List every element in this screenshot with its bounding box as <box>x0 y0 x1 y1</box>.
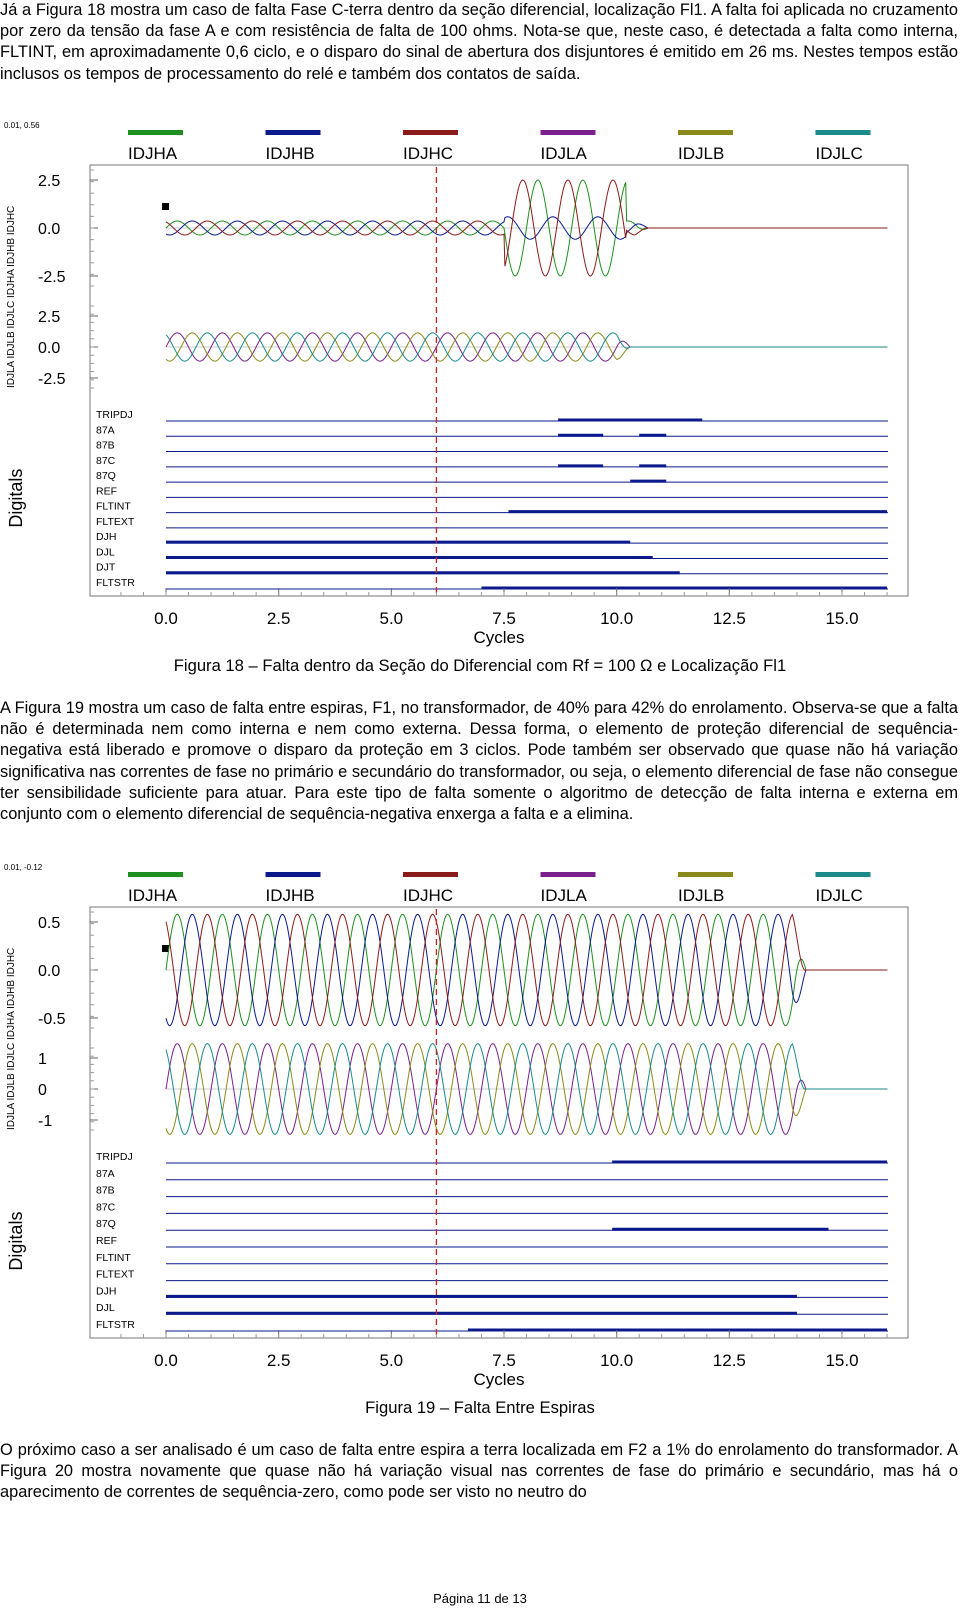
xtick-label: 15.0 <box>825 609 859 628</box>
figure-19-chart <box>0 862 960 1392</box>
legend-swatch-idjlb <box>678 130 733 135</box>
trigger-marker <box>162 945 169 952</box>
low-panel-ytick-label: -1 <box>38 1113 53 1130</box>
figure-19-caption: Figura 19 – Falta Entre Espiras <box>365 1398 595 1417</box>
xtick-label: 7.5 <box>492 609 516 628</box>
digital-label-djt: DJT <box>96 561 116 574</box>
digitals-axis-label: Digitals <box>6 1211 26 1271</box>
legend-label-idjlc: IDJLC <box>815 886 863 905</box>
legend-swatch-idjla <box>541 872 596 877</box>
digital-label-87b: 87B <box>96 1184 115 1197</box>
x-axis-label: Cycles <box>473 628 525 647</box>
legend-label-idjhb: IDJHB <box>265 886 315 905</box>
corner-readout: 0.01, -0.12 <box>4 863 43 872</box>
legend-label-idjla: IDJLA <box>540 144 587 163</box>
digital-label-fltstr: FLTSTR <box>96 577 135 589</box>
xtick-label: 7.5 <box>492 1351 516 1370</box>
digitals-axis-label: Digitals <box>6 468 26 528</box>
legend-swatch-idjha <box>128 872 183 877</box>
legend-label-idjla: IDJLA <box>540 886 587 905</box>
digital-label-fltstr: FLTSTR <box>96 1319 135 1331</box>
digital-label-tripdj: TRIPDJ <box>96 1151 133 1163</box>
legend-swatch-idjhc <box>403 130 458 135</box>
digital-label-ref: REF <box>96 485 117 498</box>
legend-label-idjlc: IDJLC <box>815 144 863 163</box>
digital-label-fltint: FLTINT <box>96 1251 131 1264</box>
legend-swatch-idjlb <box>678 872 733 877</box>
figure-18-caption: Figura 18 – Falta dentro da Seção do Diferencial com Rf = 100 Ω e Localização Fl1 <box>173 656 787 675</box>
digital-label-fltint: FLTINT <box>96 500 131 513</box>
digital-label-djh: DJH <box>96 531 117 544</box>
corner-readout: 0.01, 0.56 <box>4 121 40 130</box>
digital-label-87c: 87C <box>96 454 116 467</box>
low-panel-ytick-label: 1 <box>38 1051 47 1068</box>
xtick-label: 2.5 <box>266 1351 291 1370</box>
legend-swatch-idjla <box>541 130 596 135</box>
plot-frame <box>90 165 908 596</box>
digital-label-87q: 87Q <box>96 1218 116 1231</box>
digital-label-87a: 87A <box>96 1167 115 1180</box>
trigger-marker <box>162 203 169 210</box>
page-footer: Página 11 de 13 <box>433 1591 527 1606</box>
legend-swatch-idjhb <box>266 130 321 135</box>
digital-label-87q: 87Q <box>96 470 116 483</box>
digital-label-fltext: FLTEXT <box>96 1268 135 1281</box>
high-panel-ytick-label: -0.5 <box>38 1011 66 1028</box>
legend-swatch-idjha <box>128 130 183 135</box>
analog-axis-label: IDJLA IDJLB IDJLC IDJHA IDJHB IDJHC <box>6 205 17 388</box>
high-panel-ytick-label: 0.0 <box>38 963 61 980</box>
intro-paragraph: Já a Figura 18 mostra um caso de falta Fase C-terra dentro da seção diferencial, localização Fl1. A falta foi aplicada no cruzamento por zero da tensão da fase A e com resistência de falta de 100 ohms. Nota-se que, neste caso, é detectada a falta como interna, FLTINT, em aproximadamente 0,6 ciclo, e o disparo do sinal de abertura dos disjuntores é emitido em 26 ms. Nestes tempos estão inclusos os tempos de processamento do relé e também dos contatos de saída. <box>0 1 958 83</box>
digital-label-djl: DJL <box>96 1302 115 1315</box>
figure-18-chart <box>0 120 960 650</box>
xtick-label: 12.5 <box>712 609 746 628</box>
xtick-label: 10.0 <box>600 609 634 628</box>
low-panel-ytick-label: 0 <box>38 1082 47 1099</box>
digital-label-87c: 87C <box>96 1201 116 1214</box>
digital-label-djh: DJH <box>96 1285 117 1298</box>
digital-label-87a: 87A <box>96 424 115 437</box>
low-panel-ytick-label: -2.5 <box>38 371 66 388</box>
low-panel-ytick-label: 2.5 <box>38 309 61 326</box>
legend-label-idjhc: IDJHC <box>403 144 454 163</box>
high-panel-ytick-label: 0.0 <box>38 221 61 238</box>
legend-swatch-idjlc <box>816 872 871 877</box>
legend-label-idjhb: IDJHB <box>265 144 315 163</box>
legend-label-idjha: IDJHA <box>128 144 178 163</box>
xtick-label: 12.5 <box>712 1351 746 1370</box>
middle-paragraph: A Figura 19 mostra um caso de falta entre espiras, F1, no transformador, de 40% para 42% do enrolamento. Observa-se que a falta não é determinada nem como interna e nem como externa. Dessa forma, o elemento de proteção diferencial de sequência-negativa está liberado e promove o disparo da proteção em 3 ciclos. Pode também ser observado que quase não há variação significativa nas correntes de fase no primário e secundário do transformador, ou seja, o elemento diferencial de fase não consegue ter sensibilidade suficiente para atuar. Para este tipo de falta somente o algoritmo de detecção de falta interna e externa em conjunto com o elemento diferencial de sequência-negativa enxerga a falta e a elimina. <box>0 699 958 824</box>
high-panel-ytick-label: 2.5 <box>38 173 61 190</box>
xtick-label: 10.0 <box>600 1351 634 1370</box>
digital-label-87b: 87B <box>96 439 115 452</box>
legend-label-idjhc: IDJHC <box>403 886 454 905</box>
legend-label-idjlb: IDJLB <box>678 886 725 905</box>
legend-swatch-idjlc <box>816 130 871 135</box>
xtick-label: 0.0 <box>154 609 178 628</box>
low-panel-ytick-label: 0.0 <box>38 340 61 357</box>
legend-swatch-idjhc <box>403 872 458 877</box>
xtick-label: 2.5 <box>266 609 291 628</box>
xtick-label: 5.0 <box>379 609 404 628</box>
plot-frame <box>90 907 908 1338</box>
digital-label-ref: REF <box>96 1235 117 1247</box>
x-axis-label: Cycles <box>473 1370 525 1389</box>
digital-label-djl: DJL <box>96 546 115 559</box>
digital-label-fltext: FLTEXT <box>96 515 135 528</box>
high-panel-ytick-label: 0.5 <box>38 915 61 932</box>
legend-label-idjlb: IDJLB <box>678 144 725 163</box>
legend-swatch-idjhb <box>266 872 321 877</box>
digital-label-tripdj: TRIPDJ <box>96 409 133 421</box>
xtick-label: 0.0 <box>154 1351 178 1370</box>
legend-label-idjha: IDJHA <box>128 886 178 905</box>
high-panel-ytick-label: -2.5 <box>38 269 66 286</box>
xtick-label: 5.0 <box>379 1351 404 1370</box>
analog-axis-label: IDJLA IDJLB IDJLC IDJHA IDJHB IDJHC <box>6 947 17 1130</box>
xtick-label: 15.0 <box>825 1351 859 1370</box>
final-paragraph: O próximo caso a ser analisado é um caso de falta entre espira a terra localizada em F2 a 1% do enrolamento do transformador. A Figura 20 mostra novamente que quase não há variação visual nas correntes de fase do primário e secundário, mas há o aparecimento de correntes de sequência-zero, como pode ser visto no neutro do <box>0 1441 958 1502</box>
